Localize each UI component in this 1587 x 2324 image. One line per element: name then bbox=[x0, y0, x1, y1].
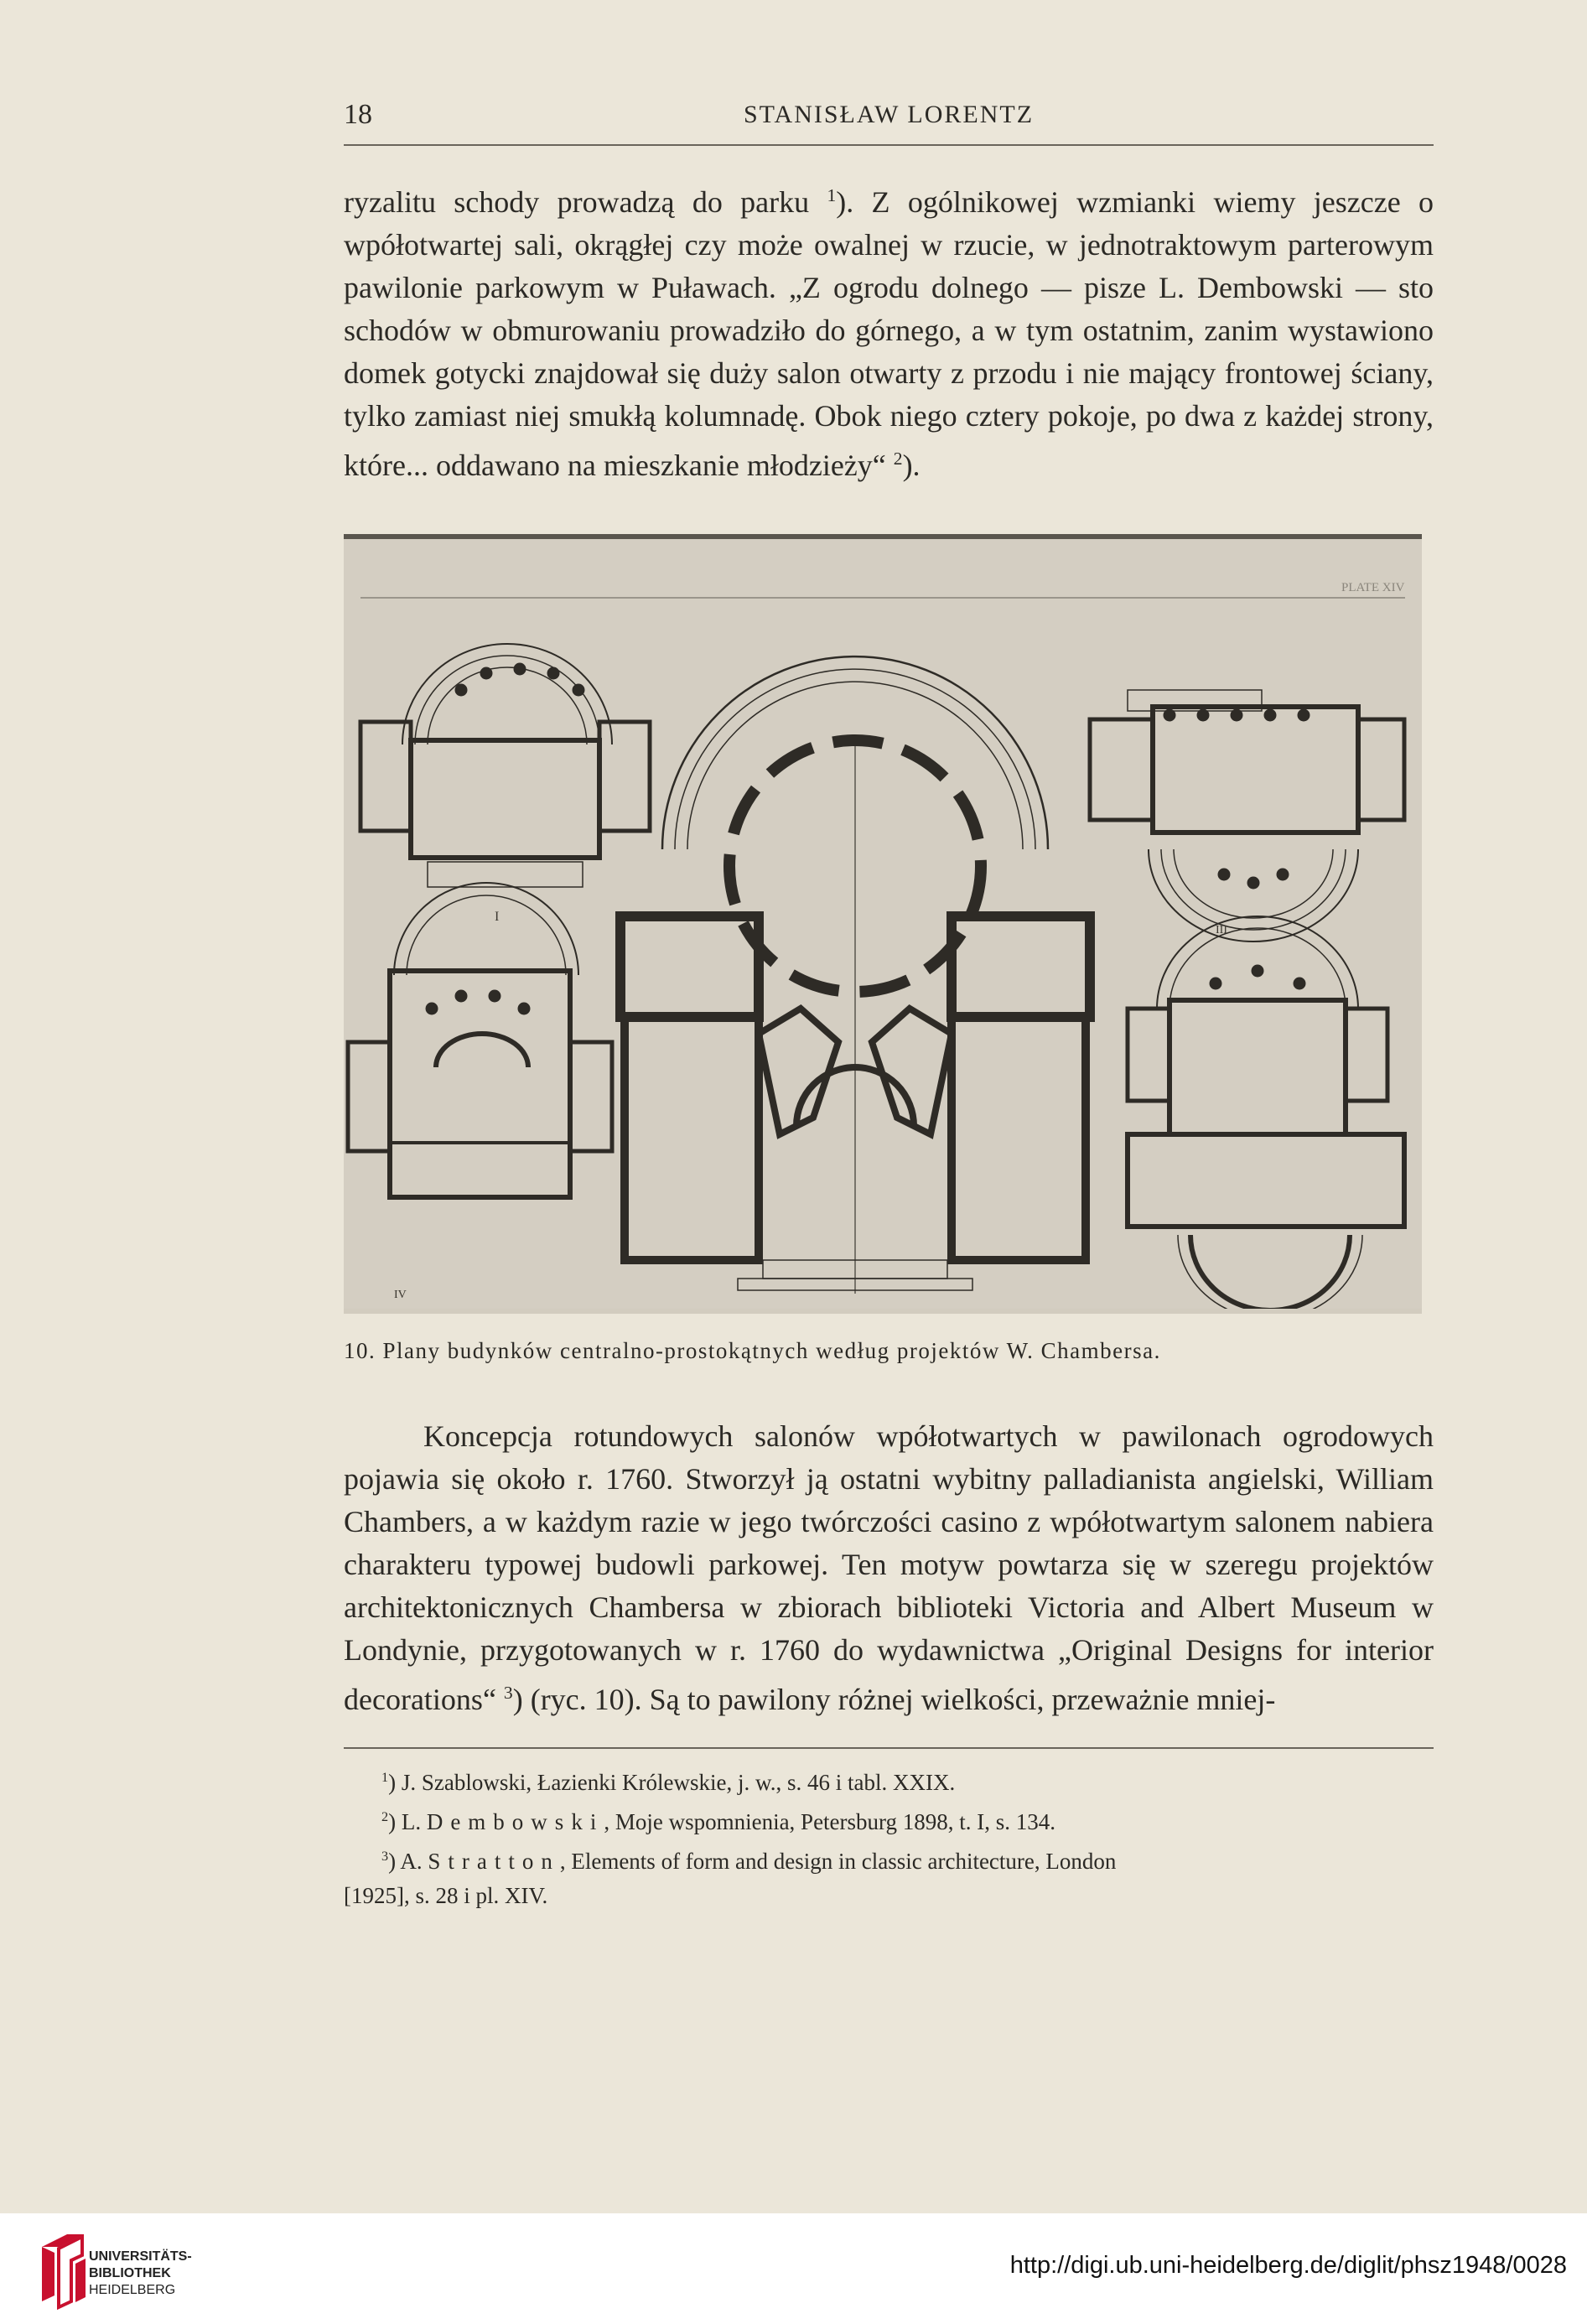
page-header bbox=[344, 99, 1434, 141]
source-url-link[interactable]: http://digi.ub.uni-heidelberg.de/diglit/phsz1948/0028 bbox=[1009, 2252, 1567, 2279]
footnotes bbox=[344, 1761, 1434, 1913]
paragraph-1-text-c: ). bbox=[902, 449, 921, 482]
running-head: STANISŁAW LORENTZ bbox=[743, 101, 1035, 128]
footnote-ref-1[interactable]: 1 bbox=[827, 185, 837, 205]
footnote-rule bbox=[344, 1747, 1434, 1749]
svg-text:I: I bbox=[495, 910, 500, 924]
header-rule bbox=[344, 144, 1434, 146]
footnote-3: $^3$) A. Stratton, Elements of form and design in classic architecture, London bbox=[381, 1849, 1117, 1874]
footnote-3-continuation: [1925], s. 28 i pl. XIV. bbox=[344, 1883, 548, 1908]
architectural-plans-drawing bbox=[344, 539, 1422, 1309]
footnote-ref-2[interactable]: 2 bbox=[893, 449, 903, 469]
footnote-ref-3[interactable]: 3 bbox=[503, 1683, 513, 1703]
paragraph-2-text-b: ) (ryc. 10). Są to pawilony różnej wielkości, przeważnie mniej- bbox=[512, 1683, 1276, 1716]
footnote-2-author: Dembowski bbox=[426, 1809, 604, 1834]
plate-label: PLATE XIV bbox=[1341, 581, 1405, 594]
paragraph-2 bbox=[344, 1415, 1434, 1725]
figure-caption: 10. Plany budynków centralno-prostokątnych według projektów W. Chambersa. bbox=[344, 1338, 1161, 1363]
digital-library-footer bbox=[0, 2213, 1587, 2324]
svg-text:IV: IV bbox=[394, 1289, 407, 1301]
footnote-1: $^1$) J. Szablowski, Łazienki Królewskie, j. w., s. 46 i tabl. XXIX. bbox=[381, 1770, 956, 1795]
page-number: 18 bbox=[344, 99, 372, 130]
paragraph-2-text-a: Koncepcja rotundowych salonów wpółotwartych w pawilonach ogrodowych pojawia się około r. 1760. Stworzył ją ostatni wybitny palladianista angielski, William Chambers, a w każdym razie w jego twórczości casino z wpółotwartym salonem nabiera charakteru typowej budowli parkowej. Ten motyw powtarza się w szeregu projektów architektonicznych Chambersa w zbiorach biblioteki Victoria and Albert Museum w Londynie, przygotowanych w r. 1760 do wydawnictwa „Original Designs for interior decorations“ bbox=[344, 1419, 1434, 1716]
footnote-3-author: Stratton bbox=[428, 1849, 560, 1874]
library-name: UNIVERSITÄTS- BIBLIOTHEK HEIDELBERG bbox=[89, 2249, 192, 2297]
paragraph-1-text-a: ryzalitu schody prowadzą do parku bbox=[344, 185, 827, 219]
paragraph-1 bbox=[344, 174, 1434, 518]
paragraph-1-text-b: ). Z ogólnikowej wzmianki wiemy jeszcze o wpółotwartej sali, okrągłej czy może owalnej w rzucie, w jednotraktowym parterowym pawilonie parkowym w Puławach. „Z ogrodu dolnego — pisze L. Dembowski — sto schodów w obmurowaniu prowadziło do górnego, a w tym ostatnim, zanim wystawiono domek gotycki znajdował się duży salon otwarty z przodu i nie mający frontowej ściany, tylko zamiast niej smukłą kolumnadę. Obok niego cztery pokoje, po dwa z każdej strony, które... oddawano na mieszkanie młodzieży“ bbox=[344, 185, 1434, 482]
footnote-2: $^2$) L. Dembowski, Moje wspomnienia, Petersburg 1898, t. I, s. 134. bbox=[381, 1809, 1056, 1834]
svg-text:III: III bbox=[1216, 924, 1227, 936]
figure-plans bbox=[344, 534, 1422, 1314]
